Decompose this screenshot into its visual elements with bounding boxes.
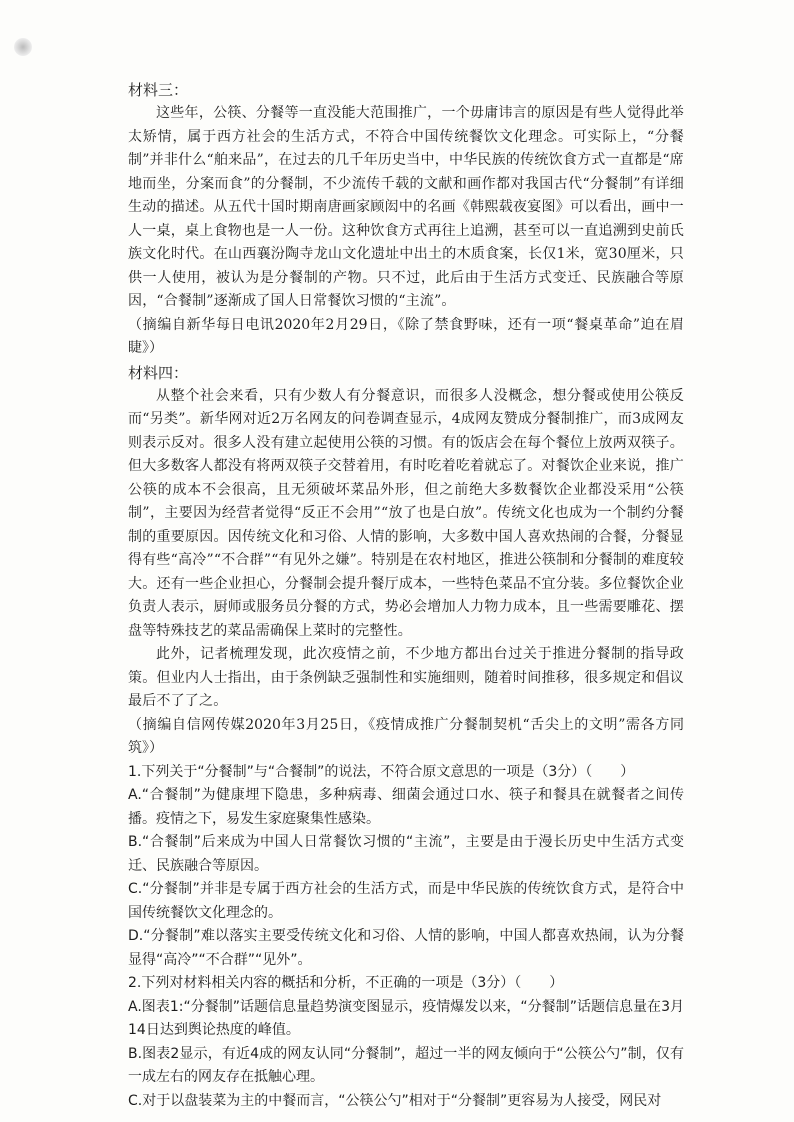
- material3-paragraph: 这些年，公筷、分餐等一直没能大范围推广，一个毋庸讳言的原因是有些人觉得此举太矫情，属于西方社会的生活方式，不符合中国传统餐饮文化理念。可实际上，“分餐制”并非什么“舶来品”，在过去的几千年历史当中，中华民族的传统饮食方式一直都是“席地而坐，分案而食”的分餐制，不少流传千载的文献和画作都对我国古代“分餐制”有详细生动的描述。从五代十国时期南唐画家顾闳中的名画《韩熙载夜宴图》可以看出，画中一人一桌，桌上食物也是一人一份。这种饮食方式再往上追溯，甚至可以一直追溯到史前氏族文化时代。在山西襄汾陶寺龙山文化遗址中出土的木质食案，长仅1米，宽30厘米，只供一人使用，被认为是分餐制的产物。只不过，此后由于生活方式变迁、民族融合等原因，“合餐制”逐渐成了国人日常餐饮习惯的“主流”。: [128, 105, 684, 309]
- question-1-stem: 1.下列关于“分餐制”与“合餐制”的说法，不符合原文意思的一项是（3分）（ ）: [128, 763, 635, 780]
- scan-spot: [14, 38, 32, 56]
- question-2-stem: 2.下列对材料相关内容的概括和分析，不正确的一项是（3分）（ ）: [128, 975, 564, 991]
- material3-source: （摘编自新华每日电讯2020年2月29日，《除了禁食野味，还有一项“餐桌革命”迫在眉睫》）: [128, 316, 684, 356]
- question-1-option-b: B.“合餐制”后来成为中国人日常餐饮习惯的“主流”，主要是由于漫长历史中生活方式变迁、民族融合等原因。: [128, 834, 684, 874]
- material4-paragraph-1: 从整个社会来看，只有少数人有分餐意识，而很多人没概念，想分餐或使用公筷反而“另类”。新华网对近2万名网友的问卷调查显示，4成网友赞成分餐制推广，而3成网友则表示反对。很多人没有建立起使用公筷的习惯。有的饭店会在每个餐位上放两双筷子。但大多数客人都没有将两双筷子交替着用，有时吃着吃着就忘了。对餐饮企业来说，推广公筷的成本不会很高，且无须破坏菜品外形，但之前绝大多数餐饮企业都没采用“公筷制”，主要因为经营者觉得“反正不会用”“放了也是白放”。传统文化也成为一个制约分餐制的重要原因。因传统文化和习俗、人情的影响，大多数中国人喜欢热闹的合餐，分餐显得有些“高冷”“不合群”“有见外之嫌”。特别是在农村地区，推进公筷制和分餐制的难度较大。还有一些企业担心，分餐制会提升餐厅成本，一些特色菜品不宜分装。多位餐饮企业负责人表示，厨师或服务员分餐的方式，势必会增加人力物力成本，且一些需要雕花、摆盘等特殊技艺的菜品需确保上菜时的完整性。: [128, 387, 684, 639]
- material4-paragraph-2: 此外，记者梳理发现，此次疫情之前，不少地方都出台过关于推进分餐制的指导政策。但业内人士指出，由于条例缺乏强制性和实施细则，随着时间推移，很多规定和倡议最后不了了之。: [128, 646, 684, 709]
- material4-heading: 材料四：: [128, 363, 189, 382]
- question-1-option-d: D.“分餐制”难以落实主要受传统文化和习俗、人情的影响，中国人都喜欢热闹，认为分餐显得“高冷”“不合群”“见外”。: [128, 928, 684, 968]
- question-1-option-c: C.“分餐制”并非是专属于西方社会的生活方式，而是中华民族的传统饮食方式，是符合中国传统餐饮文化理念的。: [128, 881, 684, 921]
- question-2-option-b: B.图表2显示，有近4成的网友认同“分餐制”，超过一半的网友倾向于“公筷公勺”制，仅有一成左右的网友存在抵触心理。: [128, 1045, 684, 1085]
- material3-heading: 材料三：: [128, 81, 189, 99]
- question-2-option-c: C.对于以盘装菜为主的中餐而言，“公筷公勺”相对于“分餐制”更容易为人接受，网民对: [128, 1092, 662, 1109]
- material4-source: （摘编自信网传媒2020年3月25日，《疫情成推广分餐制契机“舌尖上的文明”需各方同筑》）: [128, 716, 684, 756]
- question-2-option-a: A.图表1:“分餐制”话题信息量趋势演变图显示，疫情爆发以来，“分餐制”话题信息量在3月14日达到舆论热度的峰值。: [128, 998, 684, 1038]
- question-1-option-a: A.“合餐制”为健康埋下隐患，多种病毒、细菌会通过口水、筷子和餐具在就餐者之间传播。疫情之下，易发生家庭聚集性感染。: [128, 787, 684, 827]
